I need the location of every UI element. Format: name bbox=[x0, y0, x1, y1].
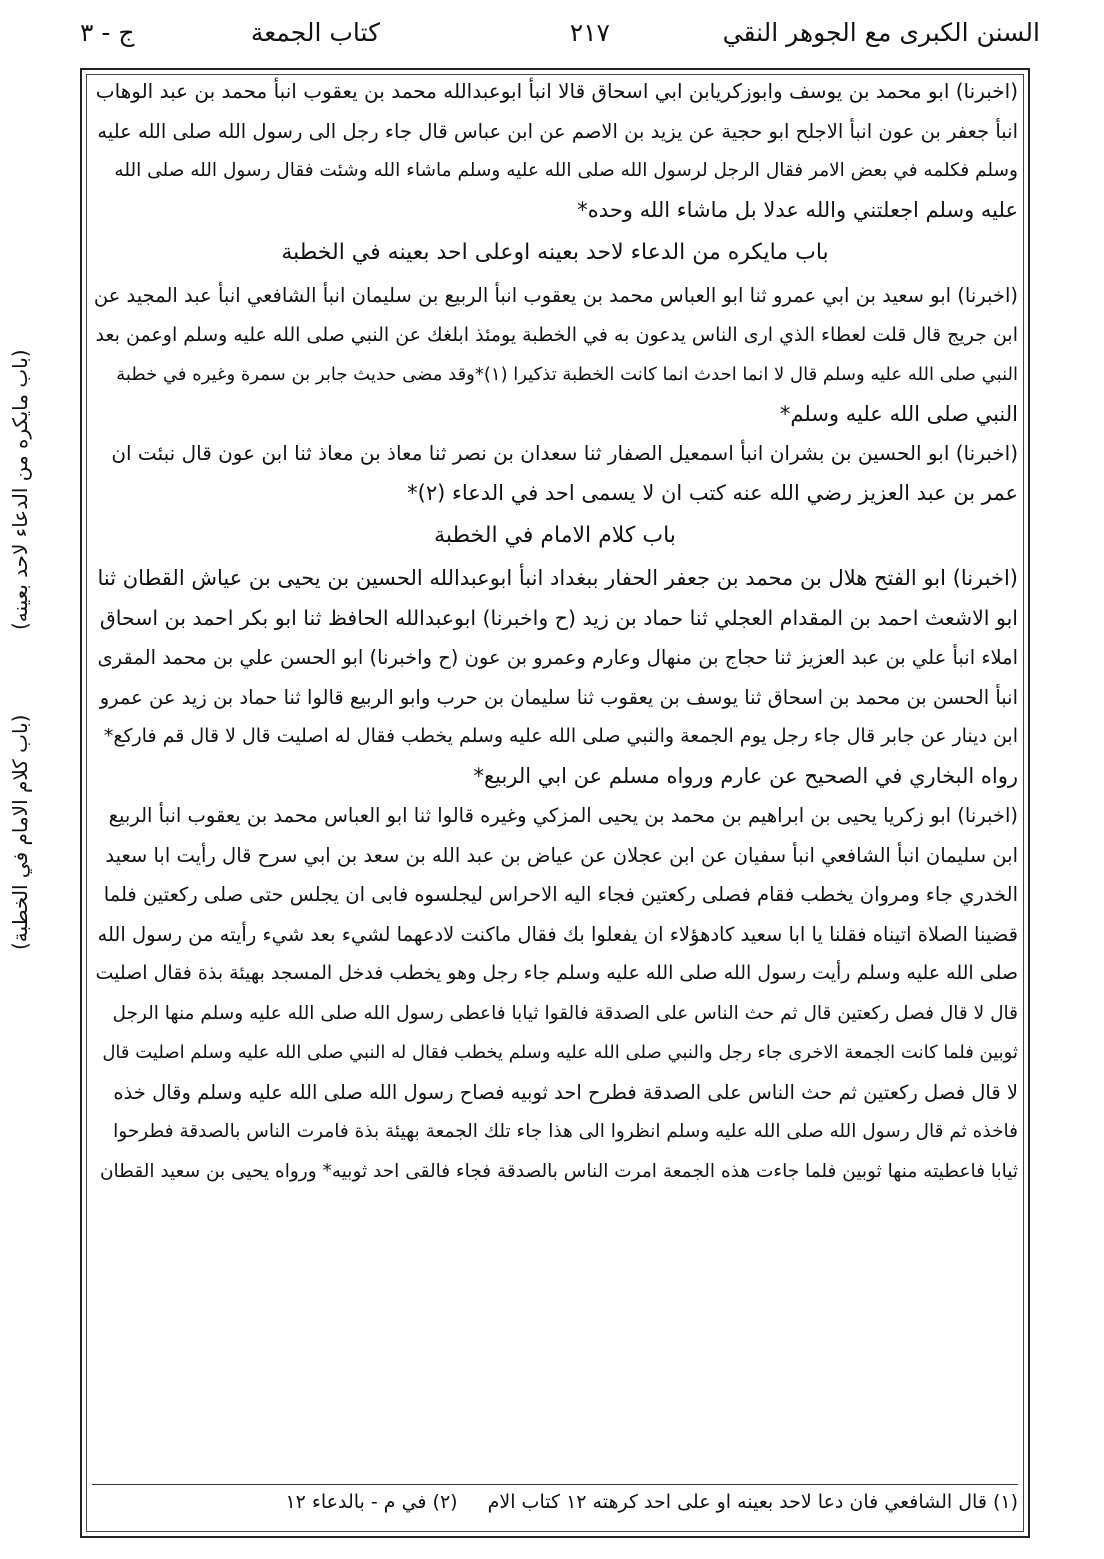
section-title: كتاب الجمعة bbox=[250, 18, 380, 47]
chapter-heading: باب كلام الامام في الخطبة bbox=[434, 523, 676, 548]
page-number: ٢١٧ bbox=[569, 18, 610, 47]
text-line: ابو الاشعث احمد بن المقدام العجلي ثنا حماد بن زيد (ح واخبرنا) ابوعبدالله الحافظ ثنا ابو بكر احمد بن اسحاق bbox=[99, 605, 1018, 630]
text-line: قضينا الصلاة اتيناه فقلنا يا ابا سعيد كادهؤلاء ان يفعلوا بك فقال ماكنت لادعهما لشيء بعد شيء رأيته من رسول الله bbox=[97, 922, 1018, 946]
text-line: صلى الله عليه وسلم رأيت رسول الله صلى الله عليه وسلم جاء رجل وهو يخطب فدخل المسجد بهيئة بذة فقال اصليت bbox=[95, 962, 1018, 984]
text-line: عليه وسلم اجعلتني والله عدلا بل ماشاء الله وحده* bbox=[577, 197, 1018, 222]
text-line: عمر بن عبد العزيز رضي الله عنه كتب ان لا يسمى احد في الدعاء (٢)* bbox=[407, 480, 1018, 505]
footnotes bbox=[92, 1484, 1018, 1513]
text-line: انبأ جعفر بن عون انبأ الاجلح ابو حجية عن يزيد بن الاصم عن ابن عباس قال جاء رجل الى رسول الله صلى الله عليه bbox=[97, 119, 1018, 143]
text-line: ابن جريج قال قلت لعطاء الذي ارى الناس يدعون به في الخطبة يومئذ ابلغك عن النبي صلى الله عليه وسلم اوعمن بعد bbox=[95, 323, 1018, 346]
text-line: انبأ الحسن بن محمد بن اسحاق ثنا يوسف بن يعقوب ثنا سليمان بن حرب وابو الربيع قالوا ثنا حماد بن زيد عن عمرو bbox=[99, 685, 1018, 709]
margin-label-dua: (باب مايكره من الدعاء لاحد بعينه) bbox=[8, 349, 32, 630]
margin-label-kalam: (باب كلام الامام في الخطبة) bbox=[8, 714, 32, 950]
text-line: ثوبين فلما كانت الجمعة الاخرى جاء رجل والنبي صلى الله عليه وسلم يخطب فقال له النبي صلى الله عليه وسلم اصليت قال bbox=[102, 1042, 1018, 1063]
text-line: النبي صلى الله عليه وسلم* bbox=[779, 401, 1018, 426]
chapter-heading: باب مايكره من الدعاء لاحد بعينه اوعلى احد بعينه في الخطبة bbox=[281, 240, 829, 265]
text-line: ابن سليمان انبأ الشافعي انبأ سفيان عن ابن عجلان عن عياض بن عبد الله بن سعد بن ابي سرح قال رأيت ابا سعيد bbox=[105, 843, 1018, 867]
text-line: رواه البخاري في الصحيح عن عارم ورواه مسلم عن ابي الربيع* bbox=[473, 763, 1018, 788]
text-line: ثيابا فاعطيته منها ثوبين فلما جاءت هذه الجمعة امرت الناس بالصدقة فجاء فالقى احد ثوبيه* ورواه يحيى بن سعيد القطان bbox=[99, 1160, 1018, 1182]
text-line: ابن دينار عن جابر قال جاء رجل يوم الجمعة والنبي صلى الله عليه وسلم يخطب فقال له اصليت قال لا قال قم فاركع* bbox=[103, 725, 1018, 747]
book-title: السنن الكبرى مع الجوهر النقي bbox=[722, 18, 1040, 47]
text-line: فاخذه ثم قال رسول الله صلى الله عليه وسلم انظروا الى هذا جاء تلك الجمعة بهيئة بذة فامرت الناس بالصدقة فطرحوا bbox=[113, 1121, 1018, 1142]
text-line: قال لا قال فصل ركعتين قال ثم حث الناس على الصدقة فالقوا ثيابا فاعطى رسول الله صلى الله عليه وسلم منها الرجل bbox=[112, 1002, 1018, 1024]
volume-label: ج - ٣ bbox=[80, 18, 135, 47]
footnote-2: (٢) في م - بالدعاء ١٢ bbox=[285, 1491, 458, 1513]
text-line: (اخبرنا) ابو سعيد بن ابي عمرو ثنا ابو العباس محمد بن يعقوب انبأ الربيع بن سليمان انبأ الشافعي انبأ عبد المجيد عن bbox=[93, 284, 1018, 307]
text-line: (اخبرنا) ابو زكريا يحيى بن ابراهيم بن محمد بن يحيى المزكي وغيره قالوا ثنا ابو العباس محمد بن يعقوب انبأ الربيع bbox=[108, 804, 1018, 827]
text-line: لا قال فصل ركعتين ثم حث الناس على الصدقة فطرح احد ثوبيه فصاح رسول الله صلى الله عليه وسلم وقال خذه bbox=[113, 1080, 1018, 1104]
text-line: (اخبرنا) ابو الفتح هلال بن محمد بن جعفر الحفار ببغداد انبأ ابوعبدالله الحسين بن يحيى بن عياش القطان ثنا bbox=[97, 566, 1018, 590]
text-line: (اخبرنا) ابو الحسين بن بشران انبأ اسمعيل الصفار ثنا سعدان بن نصر ثنا معاذ بن معاذ ثنا ابن عون قال نبئت ان bbox=[111, 441, 1018, 465]
text-line: الخدري جاء ومروان يخطب فقام فصلى ركعتين فجاء اليه الاحراس ليجلسوه فابى ان يجلس حتى صلى ركعتين فلما bbox=[103, 883, 1018, 906]
text-line: النبي صلى الله عليه وسلم قال لا انما احدث انما كانت الخطبة تذكيرا (١)*وقد مضى حديث جابر بن سمرة وغيره في خطبة bbox=[116, 364, 1018, 385]
text-line: املاء انبأ علي بن عبد العزيز ثنا حجاج بن منهال وعارم وعمرو بن عون (ح واخبرنا) ابو الحسن علي بن محمد المقرى bbox=[97, 646, 1018, 669]
text-line: وسلم فكلمه في بعض الامر فقال الرجل لرسول الله صلى الله عليه وسلم ماشاء الله وشئت فقال رسول الله صلى الله bbox=[114, 160, 1018, 181]
main-text bbox=[92, 72, 1018, 1191]
footnote-1: (١) قال الشافعي فان دعا لاحد بعينه او على احد كرهته ١٢ كتاب الام bbox=[487, 1491, 1018, 1513]
text-line: (اخبرنا) ابو محمد بن يوسف وابوزكريابن ابي اسحاق قالا انبأ ابوعبدالله محمد بن يعقوب انبأ محمد بن عبد الوهاب bbox=[95, 79, 1018, 103]
page-header bbox=[80, 14, 1040, 66]
